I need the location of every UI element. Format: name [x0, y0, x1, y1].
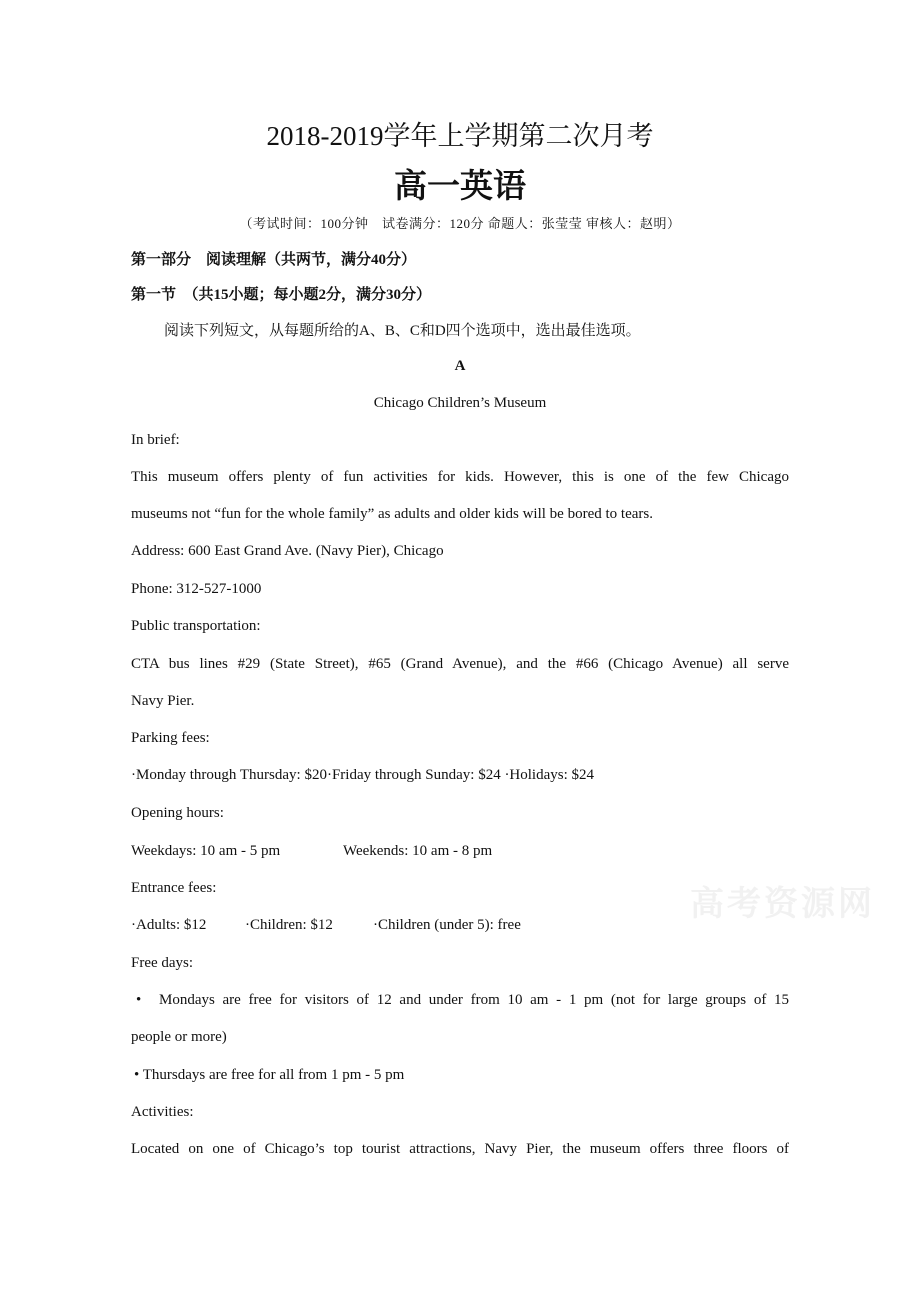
subject-title: 高一英语 [394, 166, 526, 205]
free-days-label: Free days: [131, 955, 194, 971]
free-day-1-line-1: Mondays are free for visitors of 12 and under from 10 am - 1 pm (not for large groups of 15 [159, 992, 789, 1008]
fee-adults: ·Adults: $12 [131, 917, 207, 933]
passage-label: A [454, 358, 466, 374]
instruction: 阅读下列短文，从每题所给的A、B、C和D四个选项中，选出最佳选项。 [164, 323, 641, 339]
fee-under-5: ·Children (under 5): free [373, 917, 521, 933]
passage-title: Chicago Children’s Museum [373, 395, 547, 411]
transport-line-1: CTA bus lines #29 (State Street), #65 (Grand Avenue), and the #66 (Chicago Avenue) all serve [131, 656, 789, 672]
hours-weekends: Weekends: 10 am - 8 pm [343, 843, 493, 859]
section-one-heading: 第一节 （共15小题；每小题2分，满分30分） [131, 287, 432, 303]
in-brief-label: In brief: [131, 432, 180, 448]
transport-label: Public transportation: [131, 618, 261, 634]
in-brief-line-1: This museum offers plenty of fun activities for kids. However, this is one of the few Chicago [131, 469, 789, 485]
hours-weekdays: Weekdays: 10 am - 5 pm [131, 843, 281, 859]
free-day-2: • Thursdays are free for all from 1 pm - 5 pm [134, 1067, 405, 1083]
parking-label: Parking fees: [131, 730, 210, 746]
watermark: 高考资源网 [690, 884, 875, 924]
hours-label: Opening hours: [131, 805, 224, 821]
part-one-heading: 第一部分 阅读理解（共两节，满分40分） [131, 252, 417, 268]
entrance-label: Entrance fees: [131, 880, 217, 896]
free-day-1-bullet: • [136, 992, 142, 1008]
free-day-1-line-2: people or more) [131, 1029, 227, 1045]
activities-line-1: Located on one of Chicago’s top tourist attractions, Navy Pier, the museum offers three floors of [131, 1141, 789, 1157]
phone: Phone: 312-527-1000 [131, 581, 262, 597]
exam-info: （考试时间：100分钟 试卷满分：120分 命题人：张莹莹 审核人：赵明） [239, 216, 681, 231]
in-brief-line-2: museums not “fun for the whole family” as adults and older kids will be bored to tears. [131, 506, 653, 522]
exam-title: 2018-2019学年上学期第二次月考 [266, 121, 654, 151]
fee-children: ·Children: $12 [245, 917, 333, 933]
address: Address: 600 East Grand Ave. (Navy Pier), Chicago [131, 543, 444, 559]
transport-line-2: Navy Pier. [131, 693, 195, 709]
activities-label: Activities: [131, 1104, 194, 1120]
parking-details: ·Monday through Thursday: $20·Friday through Sunday: $24 ·Holidays: $24 [131, 767, 595, 783]
